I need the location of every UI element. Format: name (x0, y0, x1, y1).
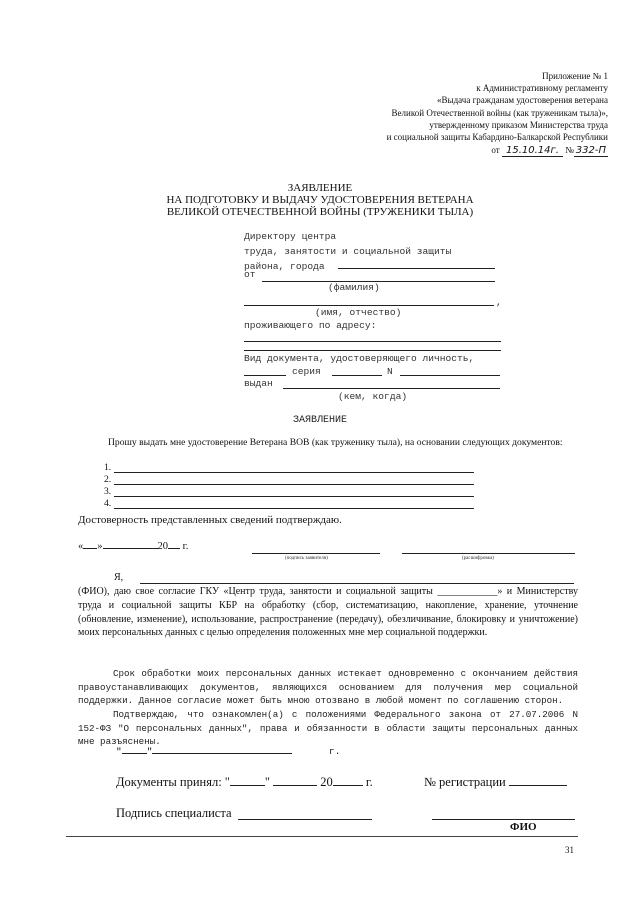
doc-field-3[interactable] (114, 496, 474, 497)
comma-mark: , (496, 297, 502, 308)
fio-label: ФИО (510, 821, 537, 833)
appendix-line: и социальной защиты Кабардино-Балкарской Республики (386, 132, 608, 143)
appendix-line: «Выдача гражданам удостоверения ветерана (437, 95, 608, 106)
doc-field-2[interactable] (114, 484, 474, 485)
applicant-signature-field[interactable] (252, 553, 380, 554)
appendix-line: Приложение № 1 (542, 71, 608, 81)
district-field[interactable] (338, 268, 495, 269)
day-field[interactable] (83, 548, 97, 549)
quote-open: « (78, 541, 84, 552)
order-date-handwritten: 15.10.14г. (502, 145, 563, 157)
consent-i: Я, (114, 572, 124, 583)
consent-fio-field[interactable] (140, 583, 574, 584)
transcript-field[interactable] (402, 553, 575, 554)
year-field[interactable] (168, 548, 180, 549)
year-prefix: 20 (157, 541, 168, 552)
doc-list (104, 462, 111, 510)
signature-caption: (подпись заявителя) (285, 556, 328, 561)
appendix-block (248, 70, 608, 157)
date-row (78, 541, 188, 552)
number-label: N (387, 366, 393, 377)
number-prefix: № (565, 145, 574, 156)
from-prefix: от (491, 145, 500, 156)
doc-field-1[interactable] (114, 472, 474, 473)
accepted-day-field[interactable] (230, 785, 265, 786)
doc-type-label: Вид документа, удостоверяющего личность, (244, 353, 475, 364)
addressee-director: Директору центра (244, 231, 337, 242)
doc-item-number: 1. (104, 462, 112, 473)
consent-text: (ФИО), даю свое согласие ГКУ «Центр труда, занятости и социальной защиты ____________» и Министерству труда и социальной защиты КБР на обработку (сбор, систематизацию, накопление, хранение, уточнение (обновление, изменение), использование, распространение (передачу), обезличивание, блокировку и уничтожение) моих персональных данных с целью определения положенных мне мер социальной поддержки. (78, 586, 578, 639)
addressee-from: от (244, 269, 256, 280)
appendix-order-line (248, 144, 608, 157)
series-label: серия (292, 366, 321, 377)
doc-item-number: 2. (104, 474, 112, 485)
request-text: Прошу выдать мне удостоверение Ветерана ВОВ (как труженику тыла), на основании следующих документов: (108, 437, 563, 448)
month-field[interactable] (103, 548, 158, 549)
footer-rule (66, 836, 578, 837)
familiar-text: Подтверждаю, что ознакомлен(а) с положениями Федерального закона от 27.07.2006 N 152-ФЗ "О персональных данных", права и обязанности в области защиты персональных данных мне разъяснены. (78, 709, 578, 747)
registration-row (424, 775, 567, 790)
appendix-line: к Административному регламенту (476, 83, 608, 94)
confirm-text: Достоверность представленных сведений подтверждаю. (78, 514, 342, 526)
doc-item-number: 4. (104, 498, 112, 509)
accepted-year-prefix: 20 (320, 775, 333, 789)
accepted-label: Документы принял: " (116, 775, 230, 789)
transcript-caption: (расшифровка) (462, 556, 494, 561)
appendix-line: Великой Отечественной войны (как труженикам тыла)», (391, 107, 608, 118)
title-line: ВЕЛИКОЙ ОТЕЧЕСТВЕННОЙ ВОЙНЫ (ТРУЖЕНИКИ ТЫЛА) (166, 206, 474, 218)
appendix-line: утвержденному приказом Министерства труда (429, 119, 608, 130)
year-suffix: г. (182, 541, 189, 552)
accepted-month-field[interactable] (273, 785, 317, 786)
sign-date-row: " " (116, 746, 292, 757)
number-field[interactable] (400, 375, 500, 376)
addressee-district: района, города (244, 261, 325, 272)
surname-caption: (фамилия) (328, 282, 380, 293)
registration-label: № регистрации (424, 775, 506, 789)
name-caption: (имя, отчество) (315, 307, 402, 318)
quote-close: » (97, 541, 103, 552)
order-number-handwritten: 332-П (575, 145, 606, 157)
series-field[interactable] (332, 375, 382, 376)
sign-day-field[interactable] (122, 753, 147, 754)
accepted-year-suffix: г. (365, 775, 373, 789)
specialist-fio-field[interactable] (432, 819, 575, 820)
term-text: Срок обработки моих персональных данных истекает одновременно с окончанием действия правоустанавливающих документов, являющихся основанием для получения мер социальной поддержки. Данное согласие может быть мною отозвано в любой момент по соглашению сторон. (78, 668, 578, 706)
statement-heading: ЗАЯВЛЕНИЕ (292, 415, 347, 426)
doc-field-4[interactable] (114, 508, 474, 509)
accepted-row (116, 775, 373, 790)
title-line: НА ПОДГОТОВКУ И ВЫДАЧУ УДОСТОВЕРЕНИЯ ВЕТЕРАНА (166, 194, 474, 206)
sign-date-suffix: г. (329, 746, 341, 757)
sign-month-field[interactable] (152, 753, 292, 754)
specialist-signature-field[interactable] (238, 819, 372, 820)
issued-by-caption: (кем, когда) (338, 391, 408, 402)
doc-item-number: 3. (104, 486, 112, 497)
title-line: ЗАЯВЛЕНИЕ (287, 182, 353, 194)
accepted-quote-close: " (264, 775, 271, 789)
specialist-signature-label: Подпись специалиста (116, 806, 232, 820)
page-number: 31 (565, 845, 574, 855)
document-title (0, 182, 640, 218)
address-field-1[interactable] (244, 341, 501, 342)
residing-label: проживающего по адресу: (244, 320, 377, 331)
registration-number-field[interactable] (509, 785, 567, 786)
accepted-year-field[interactable] (333, 785, 363, 786)
addressee-center: труда, занятости и социальной защиты (244, 246, 452, 257)
issued-label: выдан (244, 378, 273, 389)
